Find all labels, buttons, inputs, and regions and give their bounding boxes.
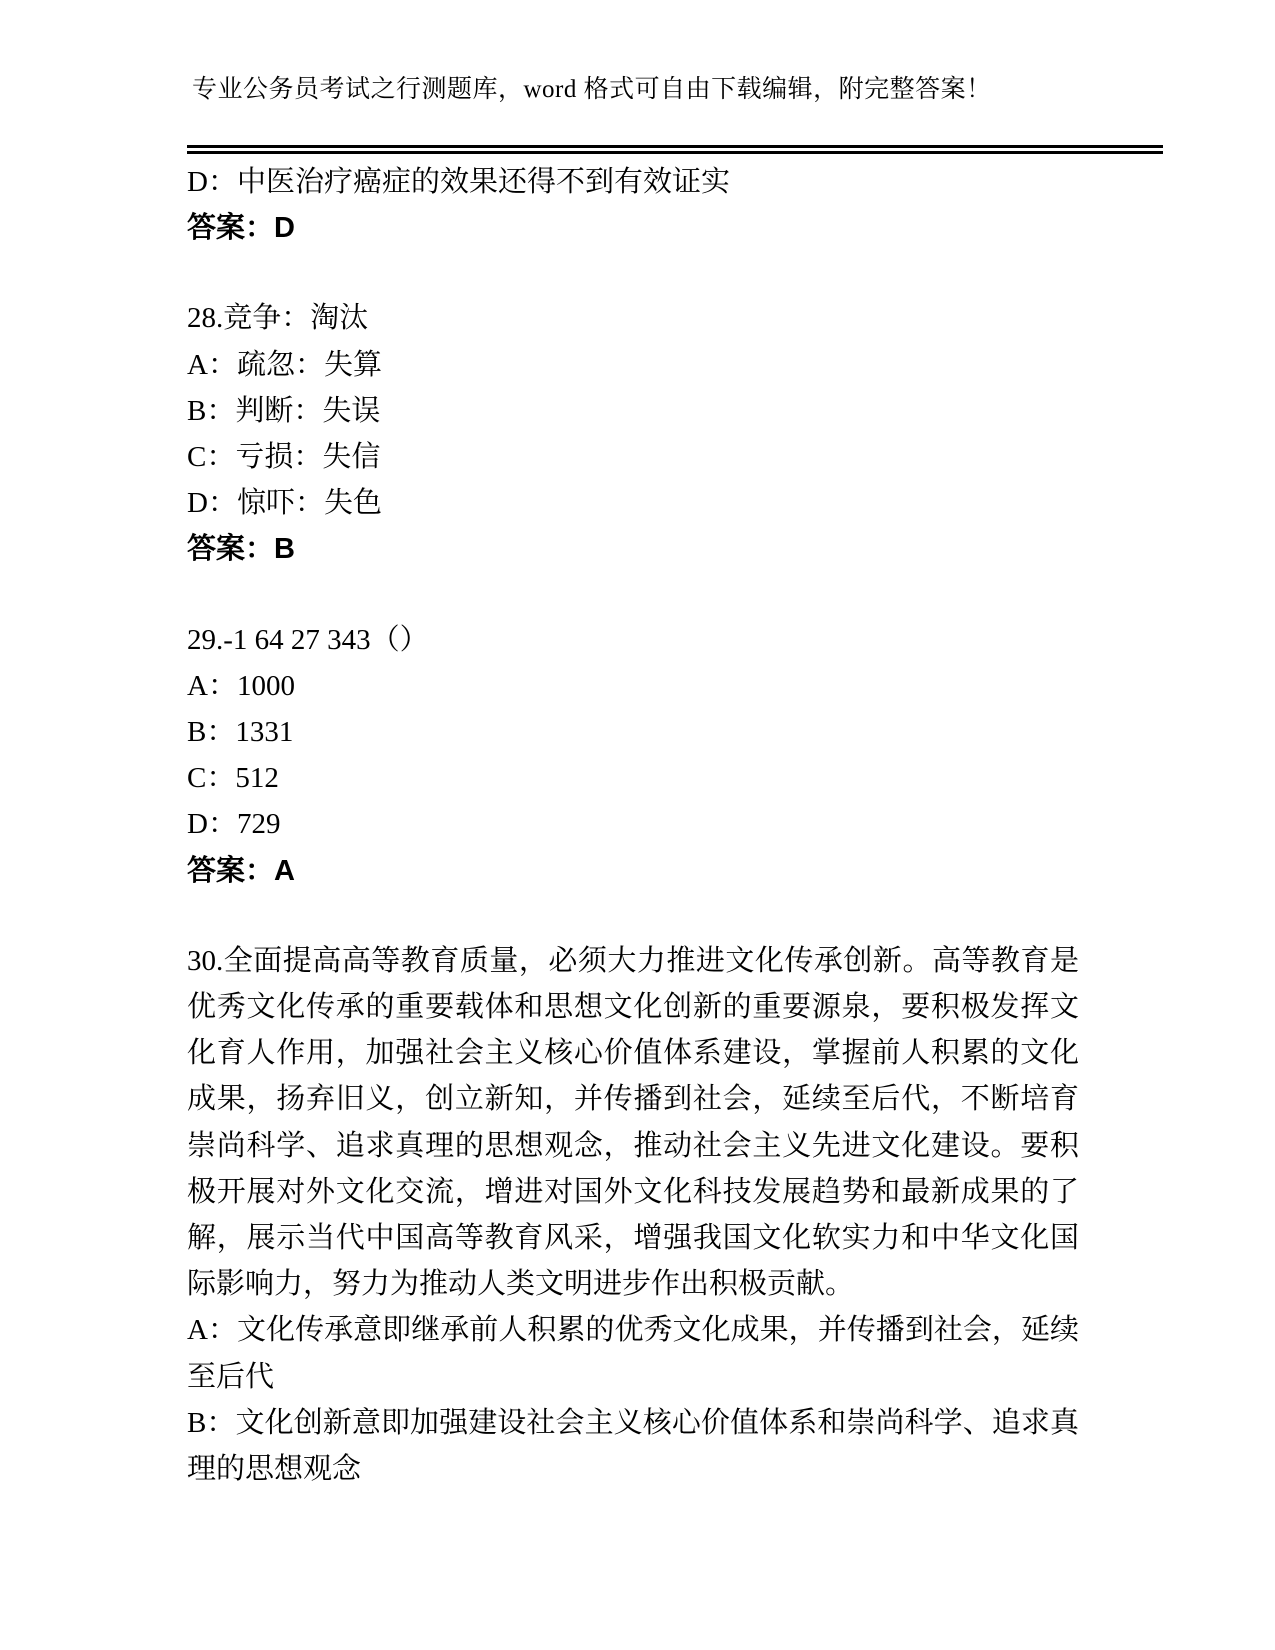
question-29 [187,617,1079,894]
option-line-a: A：1000 [187,669,295,702]
question-28-title: 28.竞争：淘汰 [187,302,369,335]
option-line-d: D：惊吓：失色 [187,487,382,520]
option-line-c: C：亏损：失信 [187,441,381,474]
answer-line: 答案：D [187,212,295,245]
question-30-paragraph-line: 解，展示当代中国高等教育风采，增强我国文化软实力和中华文化国 [187,1222,1079,1255]
option-line-b: B：1331 [187,716,294,749]
option-line-a: A：疏忽：失算 [187,348,382,381]
question-30 [187,938,1079,1492]
header-divider [187,145,1163,154]
document-body [187,159,1079,1492]
option-line-c: C：512 [187,762,279,795]
page-header-title: 专业公务员考试之行测题库，word 格式可自由下载编辑，附完整答案！ [192,76,992,103]
question-30-paragraph-line: 30.全面提高高等教育质量，必须大力推进文化传承创新。高等教育是 [187,944,1079,977]
question-30-paragraph-line: 崇尚科学、追求真理的思想观念，推动社会主义先进文化建设。要积 [187,1129,1079,1162]
option-line-b: B：文化创新意即加强建设社会主义核心价值体系和崇尚科学、追求真 [187,1406,1079,1439]
question-30-paragraph-line: 化育人作用，加强社会主义核心价值体系建设，掌握前人积累的文化 [187,1037,1079,1070]
option-line-a: A：文化传承意即继承前人积累的优秀文化成果，并传播到社会，延续 [187,1314,1079,1347]
question-29-title: 29.-1 64 27 343（） [187,623,429,656]
answer-line: 答案：B [187,533,295,566]
option-line-d: D：中医治疗癌症的效果还得不到有效证实 [187,166,730,198]
answer-line: 答案：A [187,854,295,887]
option-line-d: D：729 [187,808,281,841]
question-27-tail [187,159,1079,251]
option-line-b-continued: 理的思想观念 [187,1453,362,1486]
option-line-b: B：判断：失误 [187,394,381,427]
option-line-a-continued: 至后代 [187,1360,275,1393]
question-30-paragraph-line: 优秀文化传承的重要载体和思想文化创新的重要源泉，要积极发挥文 [187,991,1079,1024]
question-30-paragraph-line: 成果，扬弃旧义，创立新知，并传播到社会，延续至后代，不断培育 [187,1083,1079,1116]
question-28 [187,295,1079,572]
question-30-paragraph-line: 极开展对外文化交流，增进对国外文化科技发展趋势和最新成果的了 [187,1175,1079,1208]
question-30-paragraph-line: 际影响力，努力为推动人类文明进步作出积极贡献。 [187,1268,855,1301]
